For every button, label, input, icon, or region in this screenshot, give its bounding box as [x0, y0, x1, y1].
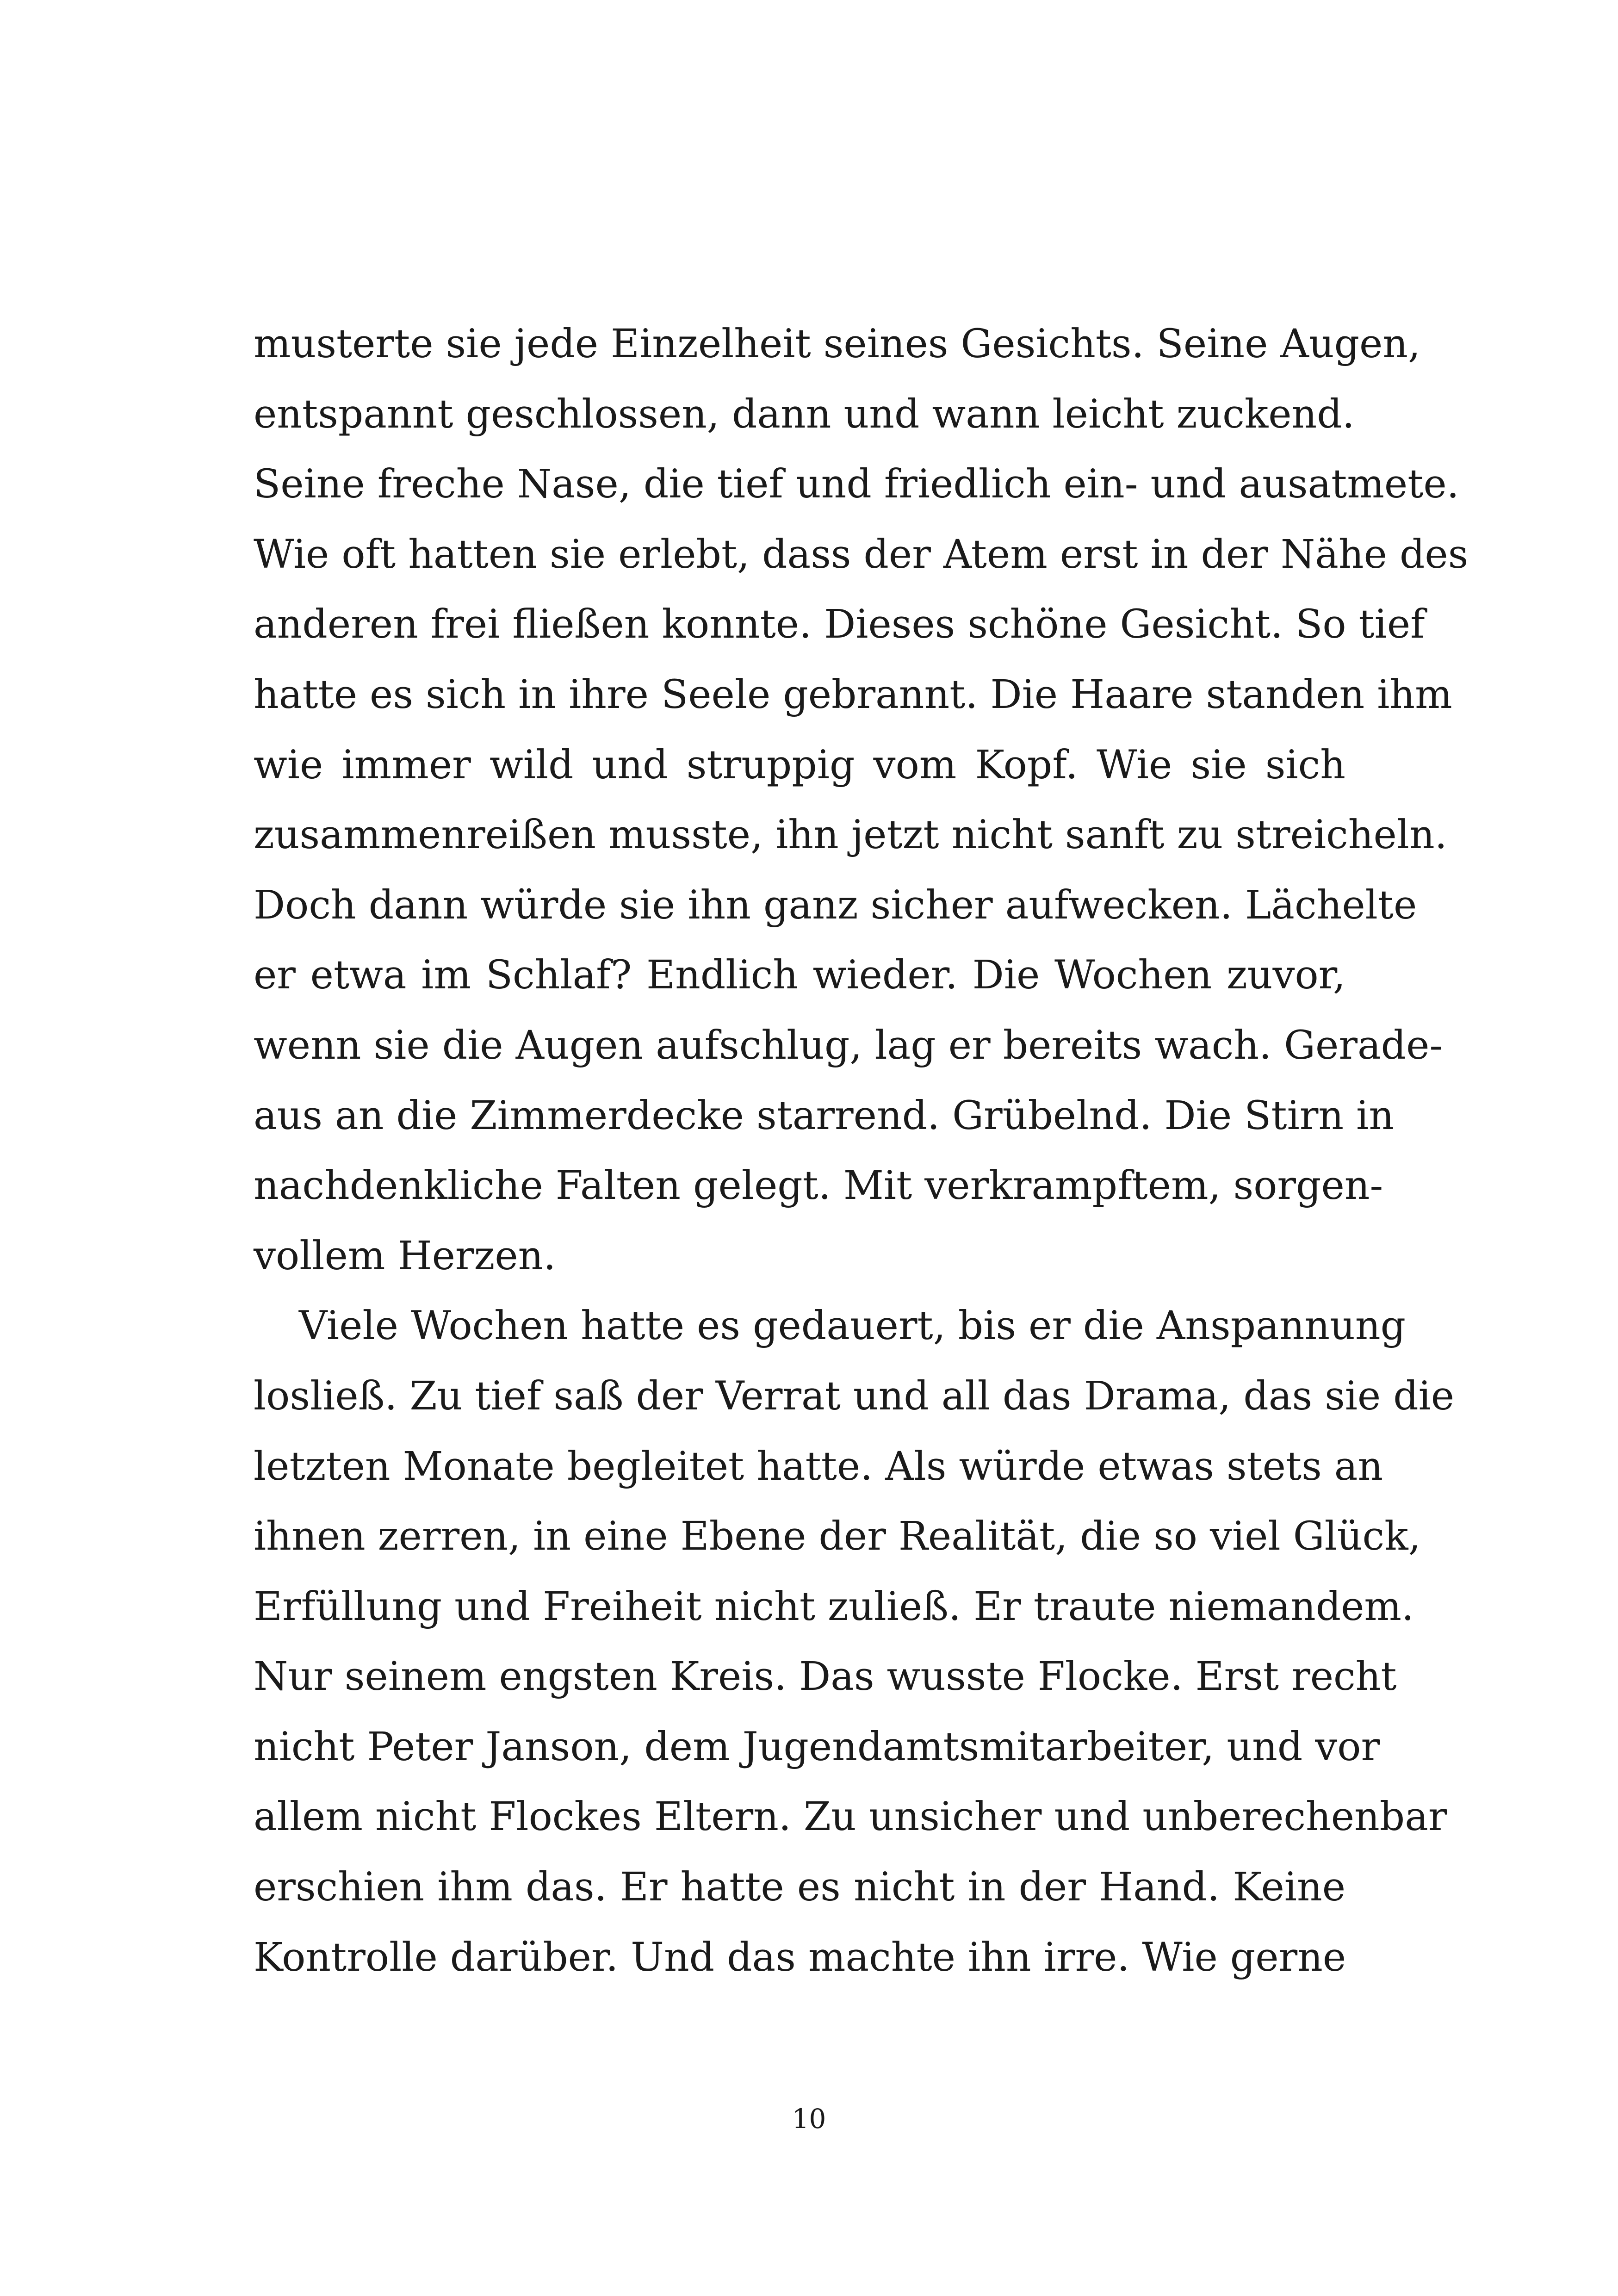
text-line: Nur seinem engsten Kreis. Das wusste Flocke. Erst recht — [254, 1654, 1397, 1700]
text-line: hatte es sich in ihre Seele gebrannt. Die Haare standen ihm — [254, 671, 1452, 718]
text-line: letzten Monate begleitet hatte. Als würde etwas stets an — [254, 1443, 1383, 1489]
text-line: Erfüllung und Freiheit nicht zuließ. Er traute niemandem. — [254, 1583, 1414, 1630]
text-line: ihnen zerren, in eine Ebene der Realität, die so viel Glück, — [254, 1514, 1421, 1560]
text-line: Seine freche Nase, die tief und friedlich ein- und ausatmete. — [254, 461, 1459, 508]
paragraph-1 — [254, 309, 1469, 1291]
text-line: nicht Peter Janson, dem Jugendamtsmitarbeiter, und vor — [254, 1724, 1380, 1770]
text-line: aus an die Zimmerdecke starrend. Grübelnd. Die Stirn in — [254, 1092, 1395, 1139]
text-line: erschien ihm das. Er hatte es nicht in der Hand. Keine — [254, 1864, 1345, 1911]
text-line: Doch dann würde sie ihn ganz sicher aufwecken. Lächelte — [254, 882, 1417, 928]
body-text — [254, 309, 1469, 1992]
text-line: Viele Wochen hatte es gedauert, bis er die Anspannung — [299, 1303, 1406, 1349]
paragraph-2 — [254, 1291, 1455, 1992]
text-line: Wie oft hatten sie erlebt, dass der Atem erst in der Nähe des — [254, 531, 1469, 577]
text-line: anderen frei fließen konnte. Dieses schöne Gesicht. So tief — [254, 602, 1425, 648]
text-line: nachdenkliche Falten gelegt. Mit verkrampftem, sorgen- — [254, 1163, 1383, 1209]
text-line: allem nicht Flockes Eltern. Zu unsicher und unberechenbar — [254, 1794, 1447, 1840]
text-line: vollem Herzen. — [254, 1233, 556, 1279]
text-line: entspannt geschlossen, dann und wann leicht zuckend. — [254, 391, 1355, 437]
text-line: zusammenreißen musste, ihn jetzt nicht sanft zu streicheln. — [254, 812, 1447, 858]
text-line: musterte sie jede Einzelheit seines Gesichts. Seine Augen, — [254, 321, 1421, 367]
text-line: losließ. Zu tief saß der Verrat und all das Drama, das sie die — [254, 1373, 1455, 1419]
text-line: Kontrolle darüber. Und das machte ihn irre. Wie gerne — [254, 1934, 1346, 1980]
text-line: wie immer wild und struppig vom Kopf. Wie sie sich — [254, 742, 1345, 788]
text-line: wenn sie die Augen aufschlug, lag er bereits wach. Gerade- — [254, 1022, 1443, 1068]
page-number: 10 — [792, 2103, 826, 2135]
text-line: er etwa im Schlaf? Endlich wieder. Die Wochen zuvor, — [254, 952, 1345, 999]
